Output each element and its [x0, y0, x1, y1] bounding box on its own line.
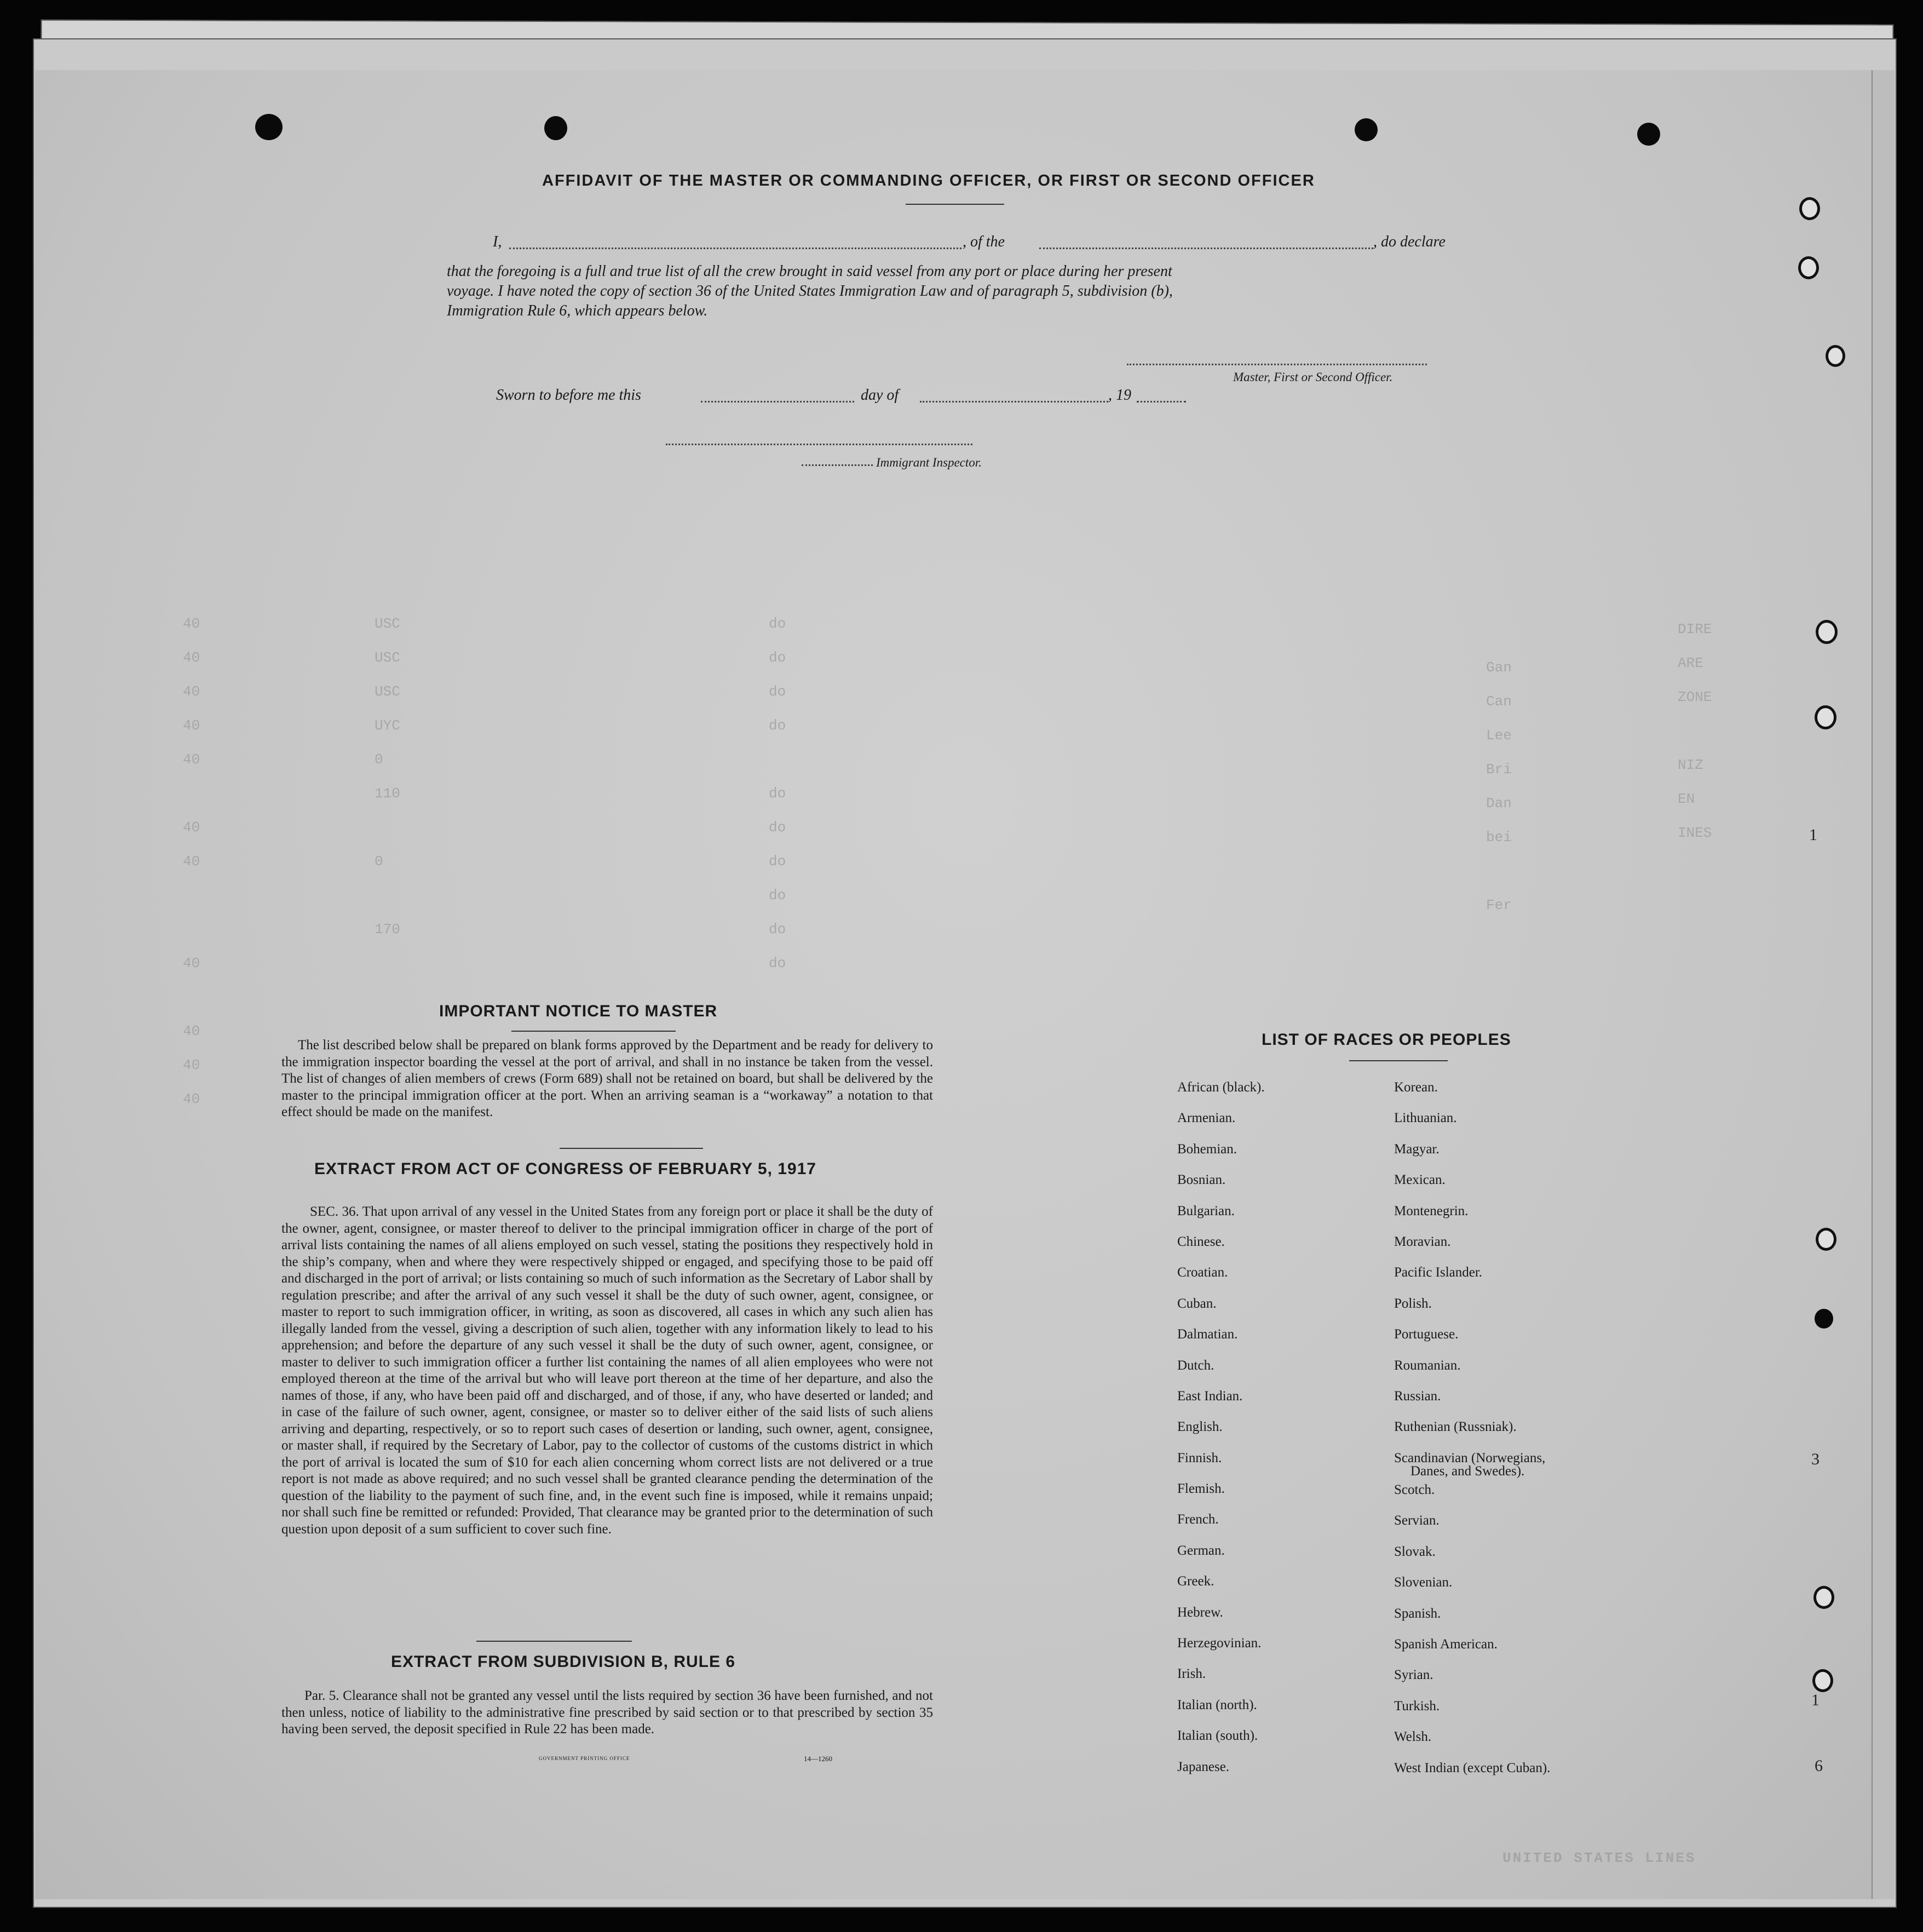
race-item: Korean.	[1394, 1080, 1438, 1095]
page-edge	[1872, 70, 1895, 1899]
race-item: English.	[1177, 1419, 1223, 1435]
act-text: SEC. 36. That upon arrival of any vessel in the United States from any foreign port or place it shall be the duty of the owner, agent, consignee, or master thereof to deliver to the principal immigration officer in charge of the port of arrival lists containing the names of all aliens employed on such vessel, stating the positions they respectively hold in the ship’s company, when and where they were respectively shipped or engaged, and specifying those to be paid off and discharged in the port of arrival; or lists containing so much of such information as the Secretary of Labor shall by regulation prescribe; and after the arrival of any such vessel it shall be the duty of such owner, agent, consignee, or master to report to such immigration officer, in writing, as soon as discovered, all cases in which any such alien has illegally landed from the vessel, giving a description of such alien, together with any information likely to lead to his apprehension; and before the departure of any such vessel it shall be the duty of such owner, agent, consignee, or master to deliver to such immigration officer a further list containing the names of all alien employees who were not employed thereon at the time of the arrival but who will leave port thereon at the time of her departure, and also the names of those, if any, who have been paid off and discharged, and of those, if any, who have deserted or landed; and in case of the failure of such owner, agent, consignee, or master so to deliver either of the said lists of such aliens arriving and departing, respectively, or so to report such cases of desertion or landing, such owner, agent, consignee, or master shall, if required by the Secretary of Labor, pay to the collector of customs of the customs district in which the port of arrival is located the sum of $10 for each alien concerning whom correct lists are not delivered or a true report is not made as above required; and no such vessel shall be granted clearance pending the determination of the question of the liability to the payment of such fine, and, in the event such fine is imposed, while it remains unpaid; nor shall such fine be remitted or refunded: Provided, That clearance may be granted prior to the determination of such question upon deposit of a sum sufficient to cover such fine.	[281, 1204, 933, 1537]
race-item: Croatian.	[1177, 1265, 1228, 1280]
race-item: Scotch.	[1394, 1482, 1435, 1498]
act-title: EXTRACT FROM ACT OF CONGRESS OF FEBRUARY 5, 1917	[314, 1160, 816, 1178]
affidavit-line: Immigration Rule 6, which appears below.	[447, 302, 708, 319]
race-item: Russian.	[1394, 1388, 1441, 1404]
race-item: Welsh.	[1394, 1729, 1432, 1745]
inspector-signature-field[interactable]	[802, 464, 873, 466]
margin-mark: 3	[1811, 1450, 1820, 1468]
title-rule	[1349, 1060, 1448, 1061]
race-item: Magyar.	[1394, 1141, 1440, 1157]
master-signature-field[interactable]	[1127, 364, 1427, 365]
race-item-scandinavian: Scandinavian (Norwegians,	[1394, 1450, 1546, 1465]
race-item: Chinese.	[1177, 1234, 1225, 1249]
race-item: Dutch.	[1177, 1358, 1214, 1373]
master-caption: Master, First or Second Officer.	[1233, 370, 1393, 384]
title-rule	[511, 1031, 676, 1032]
bleed-through-column: do do do do do do do do do do	[769, 616, 786, 971]
sworn-line	[496, 387, 1208, 409]
race-item: French.	[1177, 1512, 1219, 1527]
race-item: Bohemian.	[1177, 1141, 1237, 1157]
race-item: Bosnian.	[1177, 1172, 1226, 1188]
rule6-title: EXTRACT FROM SUBDIVISION B, RULE 6	[391, 1653, 736, 1671]
race-item: Spanish.	[1394, 1606, 1441, 1621]
punch-hole	[1799, 197, 1820, 220]
race-item: Spanish American.	[1394, 1637, 1498, 1652]
affidavit-body	[447, 262, 1509, 321]
race-item: Irish.	[1177, 1666, 1206, 1682]
race-item: Slovak.	[1394, 1544, 1436, 1559]
sworn-year-field[interactable]	[1137, 401, 1186, 403]
race-item: Portuguese.	[1394, 1327, 1459, 1342]
sworn-day-field[interactable]	[701, 401, 854, 403]
race-item: Hebrew.	[1177, 1605, 1223, 1620]
margin-mark: 1	[1811, 1691, 1820, 1709]
punch-hole	[1815, 1309, 1833, 1329]
printer-imprint: GOVERNMENT PRINTING OFFICE	[539, 1756, 630, 1761]
notice-text: The list described below shall be prepared on blank forms approved by the Department and be ready for delivery to the immigration inspector boarding the vessel at the port of arrival, and shall in no instance be taken from the vessel. The list of changes of alien members of crews (Form 689) shall not be retained on board, but shall be delivered by the master to the principal immigration officer at the port. When an arriving seaman is a “workaway” a notation to that effect should be made on the manifest.	[281, 1038, 933, 1119]
section-rule	[476, 1641, 632, 1642]
bleed-through-column: 40 40 40 40 40 40 40 40 40 40 40	[183, 616, 200, 1107]
race-item: Italian (north).	[1177, 1697, 1257, 1712]
affidavit-line: voyage. I have noted the copy of section 36 of the United States Immigration Law and of paragraph 5, subdivision (b),	[447, 283, 1173, 300]
punch-hole	[1637, 123, 1660, 146]
race-item: Japanese.	[1177, 1759, 1230, 1774]
race-item	[1394, 1451, 1624, 1482]
punch-hole	[1798, 256, 1819, 279]
race-item: African (black).	[1177, 1080, 1265, 1095]
bleed-through-column: Gan Can Lee Bri Dan bei Fer	[1486, 659, 1512, 913]
race-item: Herzegovinian.	[1177, 1636, 1262, 1651]
race-item: Finnish.	[1177, 1450, 1222, 1465]
race-item: Flemish.	[1177, 1481, 1225, 1497]
races-title: LIST OF RACES OR PEOPLES	[1262, 1031, 1511, 1049]
punch-hole	[1826, 345, 1845, 367]
race-item: Slovenian.	[1394, 1575, 1453, 1590]
race-item: Italian (south).	[1177, 1728, 1258, 1744]
inspector-signature-field[interactable]	[666, 444, 972, 445]
race-item: Pacific Islander.	[1394, 1265, 1483, 1280]
race-item: Montenegrin.	[1394, 1203, 1469, 1218]
race-item: Syrian.	[1394, 1668, 1433, 1683]
bleed-through-footer: UNITED STATES LINES	[1502, 1850, 1696, 1866]
sworn-month-field[interactable]	[920, 401, 1108, 403]
race-item: Cuban.	[1177, 1296, 1217, 1311]
declarant-name-field[interactable]	[509, 248, 961, 249]
race-item: Greek.	[1177, 1574, 1214, 1589]
race-item: Ruthenian (Russniak).	[1394, 1419, 1517, 1435]
race-item: Mexican.	[1394, 1172, 1446, 1188]
declarant-i: I,	[493, 233, 502, 250]
declare-label: , do declare	[1373, 233, 1446, 250]
title-rule	[906, 204, 1004, 205]
race-item: German.	[1177, 1543, 1225, 1558]
punch-hole	[1815, 705, 1836, 729]
of-the-label: , of the	[963, 233, 1005, 250]
punch-hole	[1816, 1228, 1836, 1251]
race-item: Servian.	[1394, 1513, 1440, 1528]
rule6-text: Par. 5. Clearance shall not be granted any vessel until the lists required by section 36 have been furnished, and not then unless, notice of liability to the administrative fine prescribed by said section or to that prescribed by section 35 having been served, the deposit specified in Rule 22 has been made.	[281, 1688, 933, 1737]
race-item: Polish.	[1394, 1296, 1432, 1311]
inspector-caption: Immigrant Inspector.	[876, 456, 982, 469]
races-left-column	[1177, 1080, 1407, 1790]
race-item: Moravian.	[1394, 1234, 1451, 1249]
punch-hole	[1812, 1669, 1833, 1692]
affidavit-line: that the foregoing is a full and true list of all the crew brought in said vessel from any port or place during her present	[447, 263, 1172, 280]
punch-hole	[544, 116, 567, 140]
race-item: Lithuanian.	[1394, 1111, 1457, 1126]
section-rule	[560, 1148, 703, 1149]
year-label: , 19	[1108, 387, 1131, 404]
race-item: Bulgarian.	[1177, 1203, 1235, 1218]
margin-mark: 6	[1815, 1757, 1823, 1775]
punch-hole	[255, 114, 283, 140]
document-page	[35, 70, 1895, 1899]
sworn-label: Sworn to before me this	[496, 387, 641, 404]
margin-mark: 1	[1809, 826, 1817, 844]
races-right-column	[1394, 1080, 1624, 1791]
race-item: Roumanian.	[1394, 1358, 1461, 1373]
race-item: Turkish.	[1394, 1698, 1440, 1714]
race-item: East Indian.	[1177, 1388, 1243, 1404]
bleed-through-column: DIRE ARE ZONE NIZ EN INES	[1678, 621, 1712, 841]
race-item: Armenian.	[1177, 1111, 1236, 1126]
race-item: West Indian (except Cuban).	[1394, 1760, 1551, 1775]
punch-hole	[1355, 118, 1378, 141]
punch-hole	[1816, 620, 1838, 644]
form-number: 14—1260	[804, 1755, 832, 1763]
affidavit-title: AFFIDAVIT OF THE MASTER OR COMMANDING OFFICER, OR FIRST OR SECOND OFFICER	[542, 172, 1315, 189]
race-item-scandinavian-cont: Danes, and Swedes).	[1410, 1463, 1525, 1479]
notice-title: IMPORTANT NOTICE TO MASTER	[439, 1002, 718, 1020]
declarant-line	[460, 233, 1511, 255]
bleed-through-column: USC USC USC UYC 0 110 0 170	[375, 616, 400, 938]
day-of-label: day of	[861, 387, 899, 404]
punch-hole	[1813, 1586, 1834, 1609]
race-item: Dalmatian.	[1177, 1327, 1238, 1342]
vessel-name-field[interactable]	[1039, 248, 1373, 249]
